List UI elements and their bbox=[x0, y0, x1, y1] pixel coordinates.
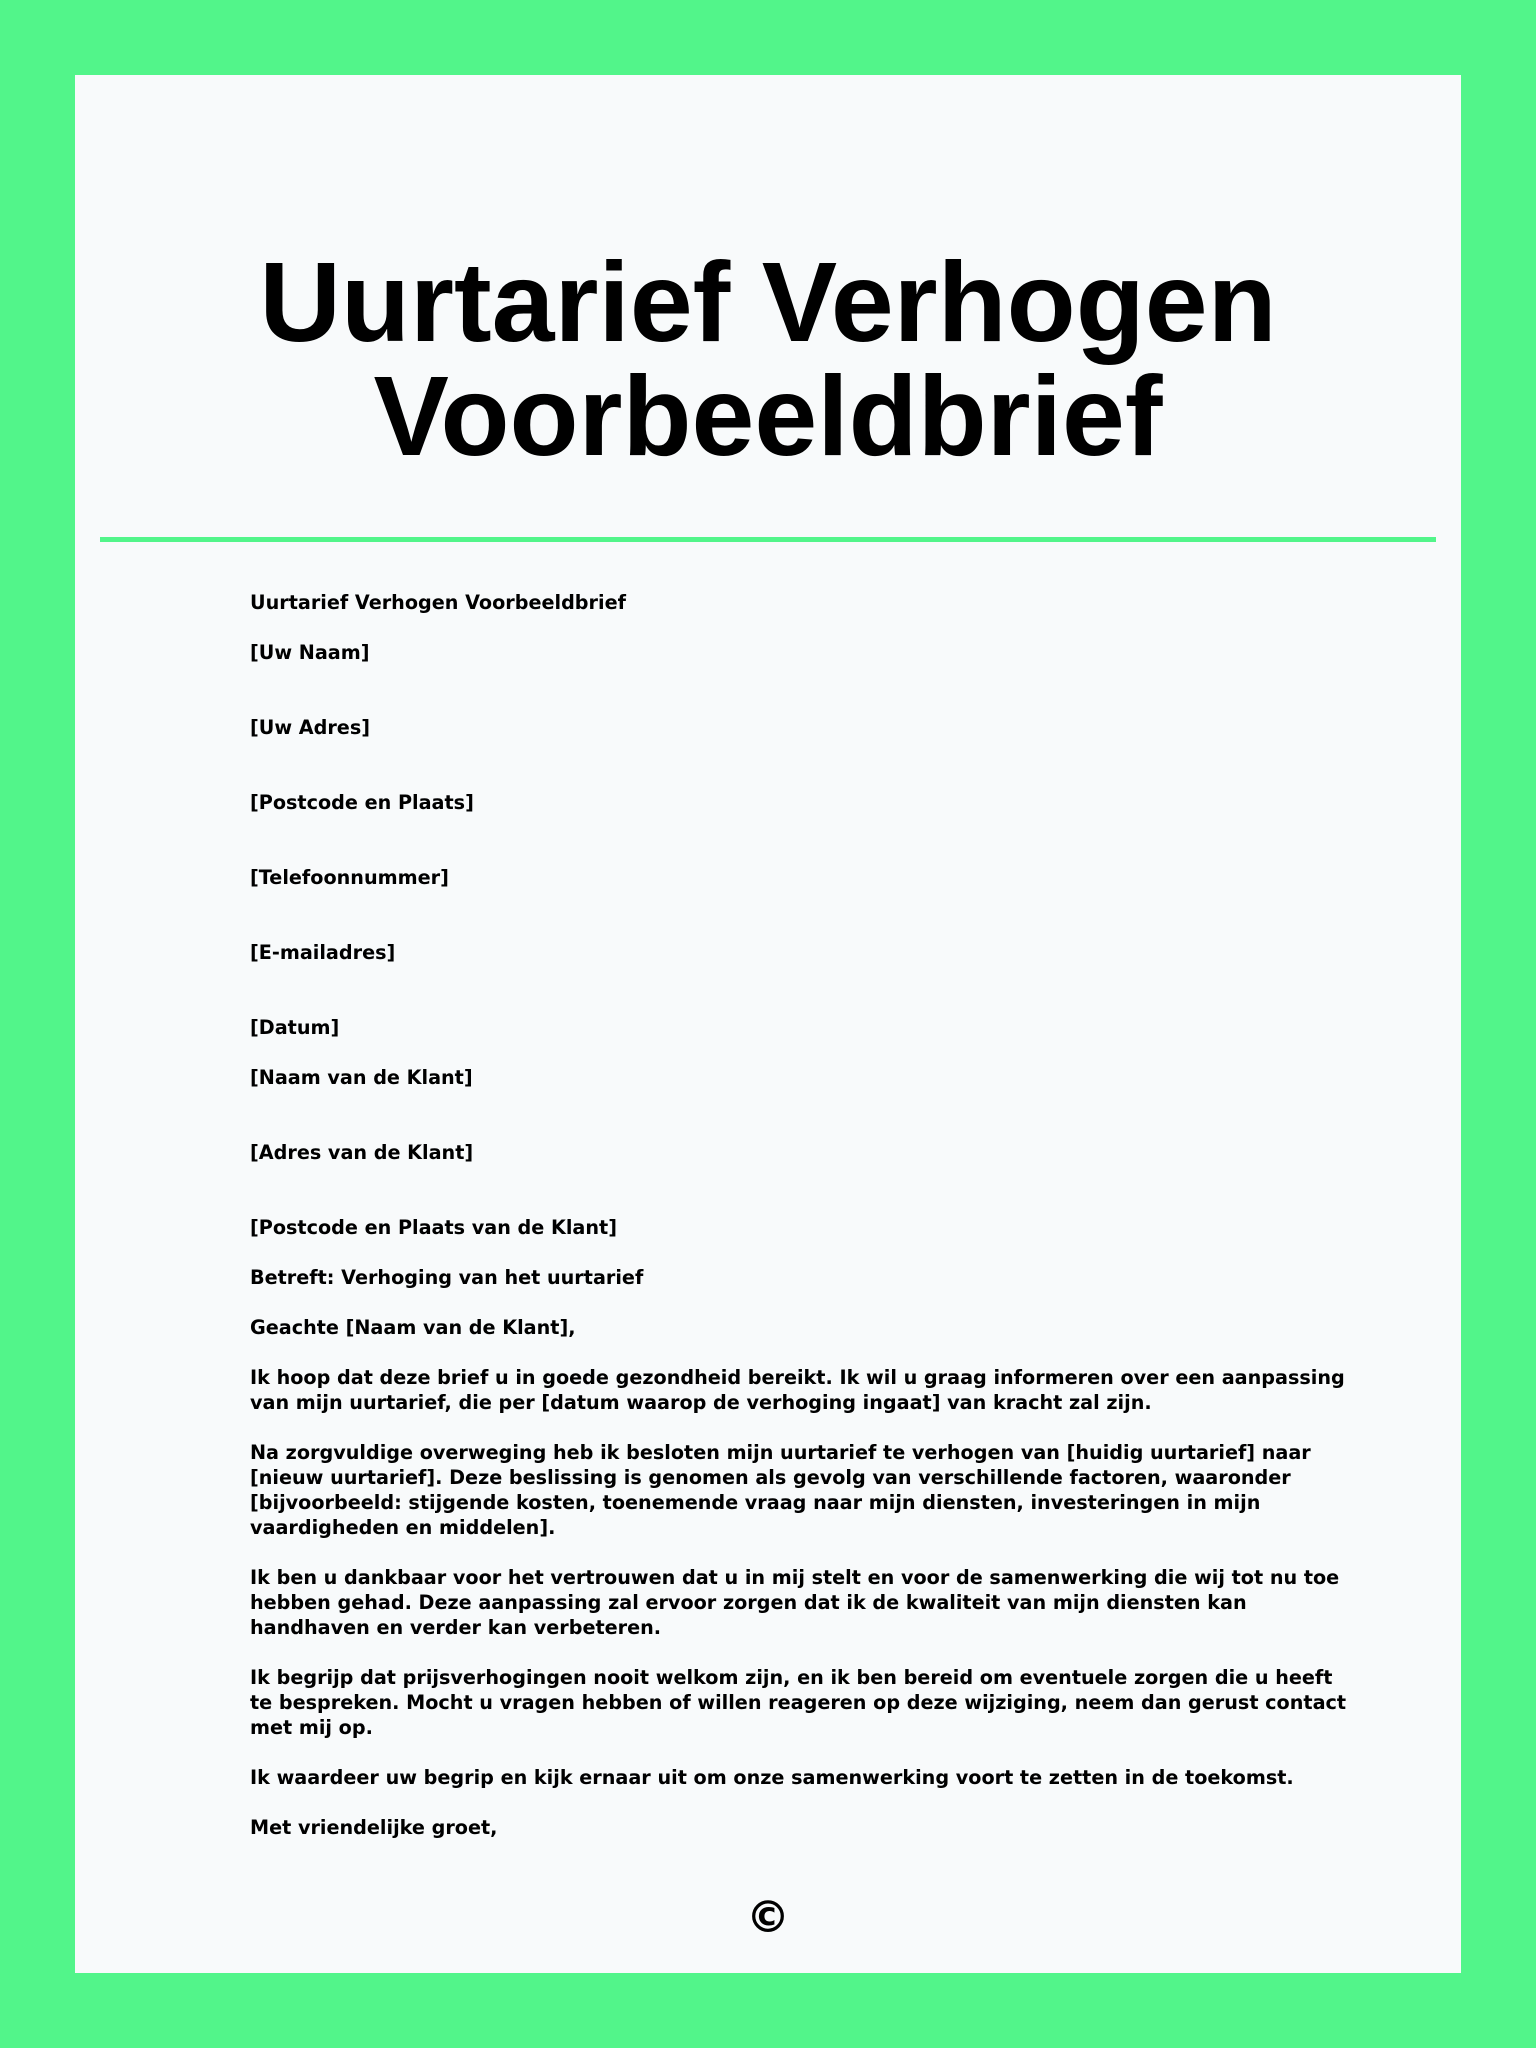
letter-salutation: Geachte [Naam van de Klant], bbox=[250, 1316, 576, 1339]
title-divider bbox=[100, 537, 1436, 542]
copyright-icon: © bbox=[746, 1892, 790, 1943]
recipient-address: [Adres van de Klant] bbox=[250, 1141, 474, 1164]
letter-subject: Betreft: Verhoging van het uurtarief bbox=[250, 1266, 644, 1289]
sender-postcode-city: [Postcode en Plaats] bbox=[250, 791, 474, 814]
sender-phone: [Telefoonnummer] bbox=[250, 866, 449, 889]
document-title bbox=[75, 239, 1461, 479]
sender-address: [Uw Adres] bbox=[250, 716, 371, 739]
letter-date: [Datum] bbox=[250, 1016, 340, 1039]
letter-closing: Met vriendelijke groet, bbox=[250, 1816, 498, 1839]
document-title-line-1: Uurtarief Verhogen bbox=[259, 239, 1277, 365]
sender-name: [Uw Naam] bbox=[250, 641, 370, 664]
letter-paragraph: Ik ben u dankbaar voor het vertrouwen dat u in mij stelt en voor de samenwerking die wij tot nu toe hebben gehad. Deze aanpassing zal ervoor zorgen dat ik de kwaliteit van mijn diensten kan handhaven en verder kan verbeteren. bbox=[250, 1566, 1340, 1639]
letter-paragraph: Ik begrijp dat prijsverhogingen nooit welkom zijn, en ik ben bereid om eventuele zorgen die u heeft te bespreken. Mocht u vragen hebben of willen reageren op deze wijziging, neem dan gerust contact met mij op. bbox=[250, 1666, 1347, 1739]
letter-paragraph: Ik waardeer uw begrip en kijk ernaar uit om onze samenwerking voort te zetten in de toekomst. bbox=[250, 1766, 1294, 1789]
letter-paragraph: Ik hoop dat deze brief u in goede gezondheid bereikt. Ik wil u graag informeren over een aanpassing van mijn uurtarief, die per [datum waarop de verhoging ingaat] van kracht zal zijn. bbox=[250, 1366, 1345, 1414]
document-page bbox=[75, 75, 1461, 1973]
letter-heading: Uurtarief Verhogen Voorbeeldbrief bbox=[250, 591, 626, 614]
sender-email: [E-mailadres] bbox=[250, 941, 396, 964]
letter-paragraph: Na zorgvuldige overweging heb ik besloten mijn uurtarief te verhogen van [huidig uurtarief] naar [nieuw uurtarief]. Deze beslissing is genomen als gevolg van verschillende factoren, waaronder [bijvoorbeeld: stijgende kosten, toenemende vraag naar mijn diensten, investeringen in mijn vaardigheden en middelen]. bbox=[250, 1441, 1311, 1539]
document-title-line-2: Voorbeeldbrief bbox=[373, 353, 1163, 479]
letter-body bbox=[250, 590, 1350, 1865]
recipient-postcode-city: [Postcode en Plaats van de Klant] bbox=[250, 1216, 617, 1239]
recipient-name: [Naam van de Klant] bbox=[250, 1066, 473, 1089]
